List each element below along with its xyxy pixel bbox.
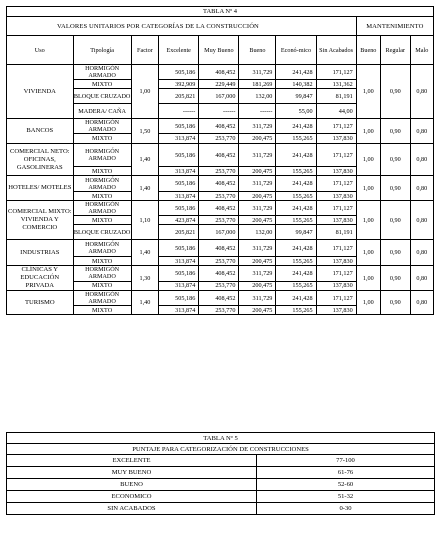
col-muy-bueno: Muy Bueno xyxy=(199,36,239,65)
factor-cell: 1,40 xyxy=(131,240,158,266)
economico-value: 155,265 xyxy=(276,216,316,225)
bueno-value: 311,729 xyxy=(239,291,276,306)
score-range: 0-30 xyxy=(257,503,435,515)
economico-value: 140,382 xyxy=(276,80,316,89)
col-bueno: Bueno xyxy=(239,36,276,65)
excelente-value: 505,186 xyxy=(159,240,199,257)
table-5-subtitle: PUNTAJE PARA CATEGORIZACIÓN DE CONSTRUCCIONES xyxy=(7,444,435,455)
muy-bueno-value: 408,452 xyxy=(199,201,239,216)
maint-bueno-value: 1,00 xyxy=(356,201,380,240)
sin-acabados-value: 137,830 xyxy=(316,257,356,266)
tipologia-cell: MIXTO xyxy=(73,134,131,144)
tipologia-cell: BLOQUE CRUZADO xyxy=(73,89,131,104)
sin-acabados-value: 171,127 xyxy=(316,144,356,167)
maint-malo-value: 0,80 xyxy=(410,119,433,144)
maintenance-header: MANTENIMIENTO xyxy=(356,17,433,36)
table-row xyxy=(7,119,434,134)
tipologia-cell: HORMIGÓN ARMADO xyxy=(73,119,131,134)
muy-bueno-value: 408,452 xyxy=(199,176,239,192)
sin-acabados-value: 81,191 xyxy=(316,225,356,240)
tipologia-cell: HORMIGÓN ARMADO xyxy=(73,240,131,257)
factor-cell: 1,30 xyxy=(131,266,158,291)
excelente-value: 505,186 xyxy=(159,291,199,306)
bueno-value: 200,475 xyxy=(239,134,276,144)
economico-value: 241,428 xyxy=(276,176,316,192)
tipologia-cell: MIXTO xyxy=(73,281,131,290)
score-category: SIN ACABADOS xyxy=(7,503,257,515)
excelente-value: 313,874 xyxy=(159,192,199,201)
score-row xyxy=(7,467,435,479)
excelente-value: 505,186 xyxy=(159,119,199,134)
factor-cell: 1,00 xyxy=(131,65,158,119)
maint-regular-value: 0,90 xyxy=(380,144,410,176)
sin-acabados-value: 81,191 xyxy=(316,89,356,104)
economico-value: 155,265 xyxy=(276,134,316,144)
maint-bueno-value: 1,00 xyxy=(356,266,380,291)
factor-cell: 1,10 xyxy=(131,201,158,240)
muy-bueno-value: 253,770 xyxy=(199,192,239,201)
table-5-title: TABLA Nº 5 xyxy=(7,433,435,444)
uso-cell: COMERCIAL MIXTO: VIVIENDA Y COMERCIO xyxy=(7,201,74,240)
tipologia-cell: HORMIGÓN ARMADO xyxy=(73,65,131,80)
bueno-value: 311,729 xyxy=(239,65,276,80)
uso-cell: COMERCIAL NETO: OFICINAS, GASOLINERAS xyxy=(7,144,74,176)
bueno-value: 200,475 xyxy=(239,192,276,201)
bueno-value: 200,475 xyxy=(239,257,276,266)
tipologia-cell: MIXTO xyxy=(73,216,131,225)
factor-cell: 1,50 xyxy=(131,119,158,144)
muy-bueno-value: 408,452 xyxy=(199,144,239,167)
muy-bueno-value: 167,000 xyxy=(199,89,239,104)
excelente-value: 313,874 xyxy=(159,306,199,315)
score-range: 51-32 xyxy=(257,491,435,503)
economico-value: 241,428 xyxy=(276,240,316,257)
score-range: 52-60 xyxy=(257,479,435,491)
economico-value: 155,265 xyxy=(276,167,316,176)
excelente-value: 313,874 xyxy=(159,134,199,144)
table-row xyxy=(7,176,434,192)
bueno-value: 181,269 xyxy=(239,80,276,89)
bueno-value: 311,729 xyxy=(239,144,276,167)
excelente-value: 505,186 xyxy=(159,176,199,192)
economico-value: 99,847 xyxy=(276,225,316,240)
table-row xyxy=(7,240,434,257)
maint-regular-value: 0,90 xyxy=(380,201,410,240)
maint-bueno-value: 1,00 xyxy=(356,176,380,201)
bueno-value: 311,729 xyxy=(239,201,276,216)
table-5 xyxy=(6,432,435,515)
muy-bueno-value: 253,770 xyxy=(199,281,239,290)
excelente-value: 313,874 xyxy=(159,257,199,266)
uso-cell: INDUSTRIAS xyxy=(7,240,74,266)
table-row xyxy=(7,291,434,306)
muy-bueno-value: 408,452 xyxy=(199,291,239,306)
col-uso: Uso xyxy=(7,36,74,65)
maint-bueno-value: 1,00 xyxy=(356,65,380,119)
bueno-value: 311,729 xyxy=(239,119,276,134)
bueno-value: 200,475 xyxy=(239,306,276,315)
col-maint-malo: Malo xyxy=(410,36,433,65)
tipologia-cell: HORMIGÓN ARMADO xyxy=(73,266,131,282)
maint-malo-value: 0,80 xyxy=(410,144,433,176)
sin-acabados-value: 171,127 xyxy=(316,201,356,216)
tipologia-cell: HORMIGÓN ARMADO xyxy=(73,291,131,306)
excelente-value: 423,874 xyxy=(159,216,199,225)
uso-cell: HOTELES/ MOTELES xyxy=(7,176,74,201)
maint-bueno-value: 1,00 xyxy=(356,119,380,144)
col-maint-bueno: Bueno xyxy=(356,36,380,65)
maint-malo-value: 0,80 xyxy=(410,176,433,201)
table-row xyxy=(7,266,434,282)
muy-bueno-value: ------ xyxy=(199,104,239,119)
col-tipologia: Tipología xyxy=(73,36,131,65)
score-range: 61-76 xyxy=(257,467,435,479)
economico-value: 241,428 xyxy=(276,201,316,216)
muy-bueno-value: 253,770 xyxy=(199,134,239,144)
bueno-value: 132,00 xyxy=(239,89,276,104)
col-economico: Econó-mico xyxy=(276,36,316,65)
bueno-value: 132,00 xyxy=(239,225,276,240)
maint-malo-value: 0,80 xyxy=(410,201,433,240)
sin-acabados-value: 137,830 xyxy=(316,281,356,290)
maint-malo-value: 0,80 xyxy=(410,65,433,119)
muy-bueno-value: 408,452 xyxy=(199,119,239,134)
maint-regular-value: 0,90 xyxy=(380,176,410,201)
uso-cell: BANCOS xyxy=(7,119,74,144)
muy-bueno-value: 253,770 xyxy=(199,167,239,176)
sin-acabados-value: 171,127 xyxy=(316,176,356,192)
maint-bueno-value: 1,00 xyxy=(356,291,380,315)
economico-value: 241,428 xyxy=(276,65,316,80)
muy-bueno-value: 253,770 xyxy=(199,257,239,266)
score-row xyxy=(7,491,435,503)
economico-value: 155,265 xyxy=(276,257,316,266)
maint-regular-value: 0,90 xyxy=(380,266,410,291)
tipologia-cell: HORMIGÓN ARMADO xyxy=(73,176,131,192)
uso-cell: VIVIENDA xyxy=(7,65,74,119)
bueno-value: 311,729 xyxy=(239,266,276,282)
excelente-value: 392,909 xyxy=(159,80,199,89)
sin-acabados-value: 171,127 xyxy=(316,266,356,282)
score-row xyxy=(7,479,435,491)
economico-value: 155,265 xyxy=(276,306,316,315)
col-sin-acabados: Sin Acabados xyxy=(316,36,356,65)
muy-bueno-value: 167,000 xyxy=(199,225,239,240)
maint-regular-value: 0,90 xyxy=(380,65,410,119)
sin-acabados-value: 131,362 xyxy=(316,80,356,89)
factor-cell: 1,40 xyxy=(131,176,158,201)
table-row xyxy=(7,201,434,216)
economico-value: 241,428 xyxy=(276,266,316,282)
maint-regular-value: 0,90 xyxy=(380,291,410,315)
economico-value: 155,265 xyxy=(276,281,316,290)
economico-value: 55,00 xyxy=(276,104,316,119)
score-row xyxy=(7,455,435,467)
maint-regular-value: 0,90 xyxy=(380,240,410,266)
excelente-value: 205,821 xyxy=(159,225,199,240)
bueno-value: ------ xyxy=(239,104,276,119)
tipologia-cell: MIXTO xyxy=(73,167,131,176)
bueno-value: 311,729 xyxy=(239,240,276,257)
economico-value: 241,428 xyxy=(276,119,316,134)
values-header: VALORES UNITARIOS POR CATEGORÍAS DE LA CONSTRUCCIÓN xyxy=(7,17,357,36)
sin-acabados-value: 171,127 xyxy=(316,65,356,80)
bueno-value: 200,475 xyxy=(239,216,276,225)
uso-cell: CLÍNICAS Y EDUCACIÓN PRIVADA xyxy=(7,266,74,291)
sin-acabados-value: 137,830 xyxy=(316,134,356,144)
col-maint-regular: Regular xyxy=(380,36,410,65)
tipologia-cell: HORMIGÓN ARMADO xyxy=(73,201,131,216)
excelente-value: ------ xyxy=(159,104,199,119)
tipologia-cell: HORMIGÓN ARMADO xyxy=(73,144,131,167)
economico-value: 99,847 xyxy=(276,89,316,104)
sin-acabados-value: 137,830 xyxy=(316,216,356,225)
excelente-value: 505,186 xyxy=(159,201,199,216)
muy-bueno-value: 408,452 xyxy=(199,266,239,282)
sin-acabados-value: 137,830 xyxy=(316,192,356,201)
factor-cell: 1,40 xyxy=(131,291,158,315)
score-category: MUY BUENO xyxy=(7,467,257,479)
factor-cell: 1,40 xyxy=(131,144,158,176)
sin-acabados-value: 171,127 xyxy=(316,240,356,257)
excelente-value: 505,186 xyxy=(159,144,199,167)
tipologia-cell: MIXTO xyxy=(73,80,131,89)
economico-value: 241,428 xyxy=(276,144,316,167)
score-category: BUENO xyxy=(7,479,257,491)
maint-malo-value: 0,80 xyxy=(410,240,433,266)
score-category: ECONOMICO xyxy=(7,491,257,503)
tipologia-cell: MADERA/ CAÑA xyxy=(73,104,131,119)
maint-malo-value: 0,80 xyxy=(410,266,433,291)
maint-bueno-value: 1,00 xyxy=(356,240,380,266)
table-4-title: TABLA Nº 4 xyxy=(7,7,434,17)
muy-bueno-value: 253,770 xyxy=(199,216,239,225)
excelente-value: 313,874 xyxy=(159,167,199,176)
sin-acabados-value: 171,127 xyxy=(316,119,356,134)
excelente-value: 505,186 xyxy=(159,65,199,80)
score-category: EXCELENTE xyxy=(7,455,257,467)
sin-acabados-value: 44,00 xyxy=(316,104,356,119)
tipologia-cell: MIXTO xyxy=(73,192,131,201)
table-4 xyxy=(6,6,434,315)
bueno-value: 200,475 xyxy=(239,167,276,176)
tipologia-cell: MIXTO xyxy=(73,257,131,266)
maint-bueno-value: 1,00 xyxy=(356,144,380,176)
sin-acabados-value: 171,127 xyxy=(316,291,356,306)
muy-bueno-value: 229,449 xyxy=(199,80,239,89)
excelente-value: 505,186 xyxy=(159,266,199,282)
sin-acabados-value: 137,830 xyxy=(316,306,356,315)
maint-malo-value: 0,80 xyxy=(410,291,433,315)
score-range: 77-100 xyxy=(257,455,435,467)
tipologia-cell: MIXTO xyxy=(73,306,131,315)
table-row xyxy=(7,65,434,80)
score-row xyxy=(7,503,435,515)
tipologia-cell: BLOQUE CRUZADO xyxy=(73,225,131,240)
bueno-value: 200,475 xyxy=(239,281,276,290)
table-row xyxy=(7,144,434,167)
muy-bueno-value: 408,452 xyxy=(199,240,239,257)
bueno-value: 311,729 xyxy=(239,176,276,192)
maint-regular-value: 0,90 xyxy=(380,119,410,144)
uso-cell: TURISMO xyxy=(7,291,74,315)
excelente-value: 313,874 xyxy=(159,281,199,290)
muy-bueno-value: 253,770 xyxy=(199,306,239,315)
economico-value: 155,265 xyxy=(276,192,316,201)
col-excelente: Excelente xyxy=(159,36,199,65)
economico-value: 241,428 xyxy=(276,291,316,306)
muy-bueno-value: 408,452 xyxy=(199,65,239,80)
excelente-value: 205,821 xyxy=(159,89,199,104)
sin-acabados-value: 137,830 xyxy=(316,167,356,176)
col-factor: Factor xyxy=(131,36,158,65)
